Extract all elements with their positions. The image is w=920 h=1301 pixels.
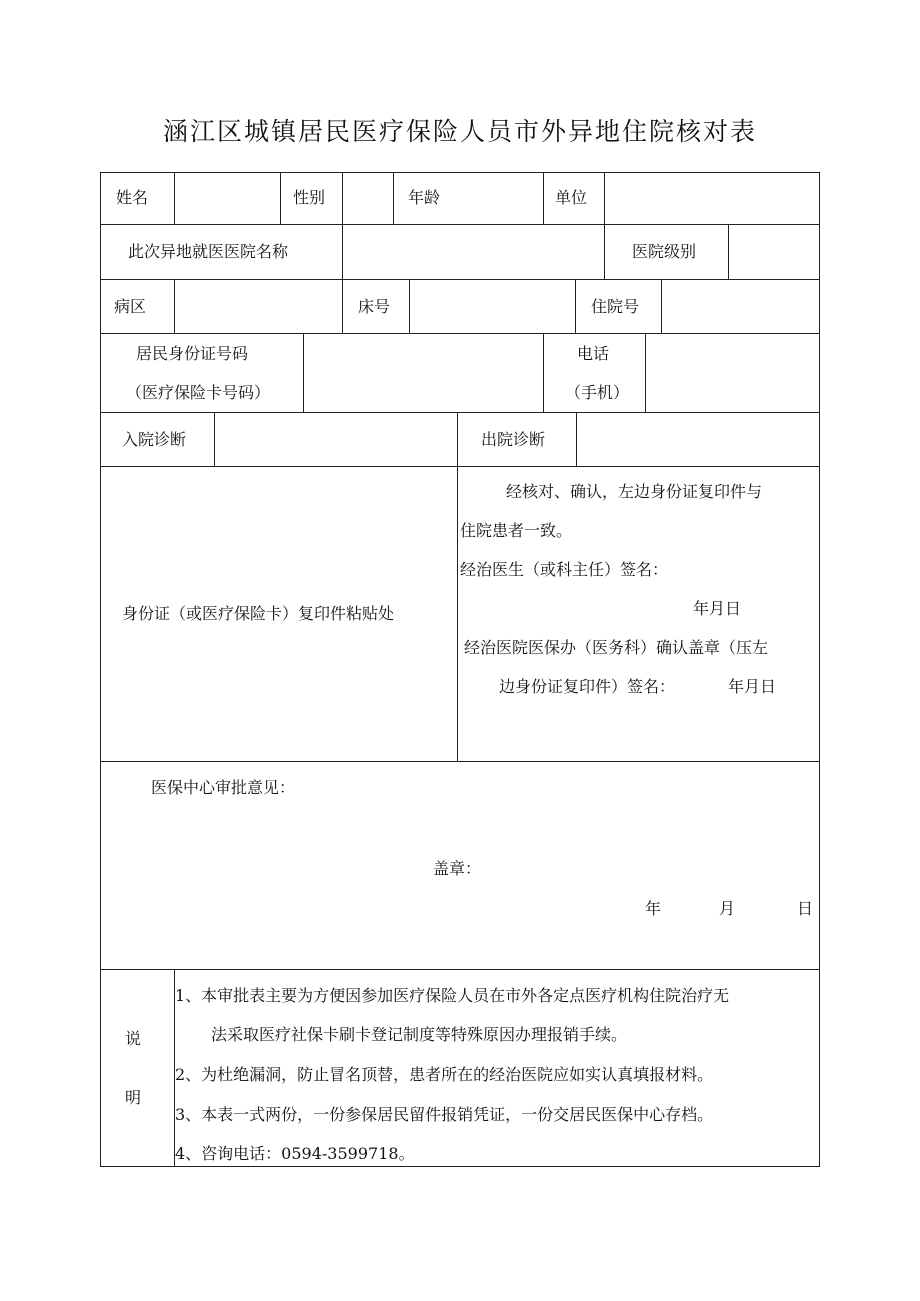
approval-opinion-label: 医保中心审批意见： [151, 778, 296, 797]
name-field[interactable] [176, 174, 278, 222]
doctor-sign-date: 年月日 [693, 599, 742, 618]
hospital-office-seal-line2: 边身份证复印件）签名： [499, 677, 676, 696]
age-label: 年龄 [408, 188, 441, 207]
hospital-office-seal-line1: 经治医院医保办（医务科）确认盖章（压左 [464, 638, 769, 657]
admission-diagnosis-label: 入院诊断 [122, 430, 187, 449]
unit-field[interactable] [606, 174, 817, 222]
verification-form [100, 172, 820, 1167]
gender-field[interactable] [344, 174, 391, 222]
hospital-name-label: 此次异地就医医院名称 [128, 242, 289, 261]
gender-label: 性别 [293, 188, 326, 207]
bed-label: 床号 [358, 297, 391, 316]
bed-field[interactable] [411, 281, 573, 331]
note-item-1: 1、本审批表主要为方便因参加医疗保险人员在市外各定点医疗机构住院治疗无 [175, 986, 730, 1005]
verification-statement-line2: 住院患者一致。 [460, 521, 573, 540]
phone-label: 电话 [577, 344, 610, 363]
id-number-label: 居民身份证号码 [136, 344, 249, 363]
form-title: 涵江区城镇居民医疗保险人员市外异地住院核对表 [162, 117, 757, 146]
age-field[interactable] [445, 174, 541, 222]
hospital-level-label: 医院级别 [632, 242, 697, 261]
id-number-field[interactable] [305, 335, 541, 410]
unit-label: 单位 [555, 188, 588, 207]
id-copy-paste-area-label: 身份证（或医疗保险卡）复印件粘贴处 [122, 604, 395, 623]
ward-field[interactable] [176, 281, 340, 331]
note-item-4: 4、咨询电话：0594-3599718。 [175, 1144, 415, 1163]
notes-label-char1: 说 [125, 1029, 142, 1048]
mobile-label: （手机） [565, 383, 630, 402]
note-item-2: 2、为杜绝漏洞，防止冒名顶替，患者所在的经治医院应如实认真填报材料。 [175, 1065, 714, 1084]
notes-label-char2: 明 [125, 1088, 142, 1107]
discharge-diagnosis-field[interactable] [578, 414, 817, 464]
ward-label: 病区 [114, 297, 147, 316]
discharge-diagnosis-label: 出院诊断 [481, 430, 546, 449]
verification-statement-line1: 经核对、确认，左边身份证复印件与 [506, 482, 763, 501]
note-item-1-continued: 法采取医疗社保卡刷卡登记制度等特殊原因办理报销手续。 [211, 1025, 628, 1044]
note-item-3: 3、本表一式两份，一份参保居民留件报销凭证，一份交居民医保中心存档。 [175, 1105, 714, 1124]
hospital-level-field[interactable] [730, 226, 817, 277]
admission-no-field[interactable] [663, 281, 817, 331]
medical-card-label: （医疗保险卡号码） [126, 383, 271, 402]
approval-month: 月 [719, 899, 736, 918]
admission-no-label: 住院号 [591, 297, 640, 316]
approval-day: 日 [797, 899, 814, 918]
phone-field[interactable] [647, 335, 817, 410]
office-sign-date: 年月日 [728, 677, 777, 696]
doctor-signature-label: 经治医生（或科主任）签名： [460, 560, 669, 579]
admission-diagnosis-field[interactable] [216, 414, 455, 464]
name-label: 姓名 [116, 188, 149, 207]
approval-year: 年 [645, 899, 662, 918]
hospital-name-field[interactable] [344, 226, 602, 277]
seal-label: 盖章： [433, 859, 482, 878]
